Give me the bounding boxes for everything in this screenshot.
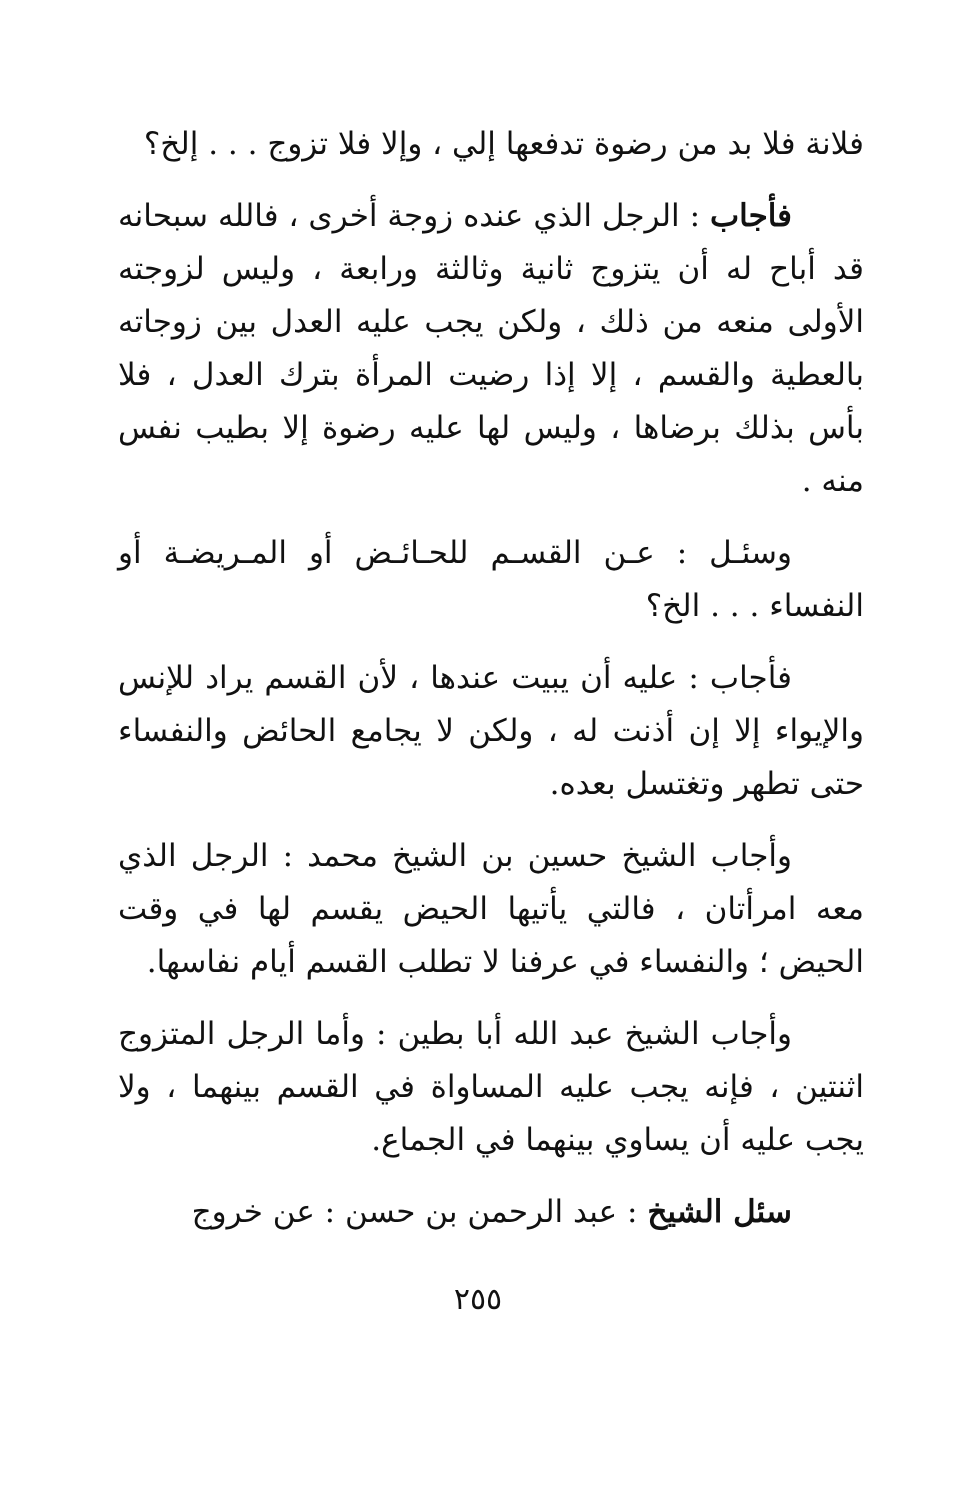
- paragraph-3: [118, 527, 864, 633]
- paragraph-text: : الرجل الذي عنده زوجة أخرى ، فالله سبحانه قد أباح له أن يتزوج ثانية وثالثة ورابعة ، وليس لزوجته الأولى منعه من ذلك ، ولكن يجب عليه العدل بين زوجاته بالعطية والقسم ، إلا إذا رضيت المرأة بترك العدل ، فلا بأس بذلك برضاها ، وليس لها عليه رضوة إلا بطيب نفس منه .: [118, 198, 864, 499]
- paragraph-text: فأجاب : عليه أن يبيت عندها ، لأن القسم يراد للإنس والإيواء إلا إن أذنت له ، ولكن لا يجامع الحائض والنفساء حتى تطهر وتغتسل بعده.: [118, 660, 864, 802]
- page-number: ٢٥٥: [453, 1282, 503, 1317]
- paragraph-5: [118, 830, 864, 989]
- paragraph-text: فلانة فلا بد من رضوة تدفعها إلي ، وإلا فلا تزوج . . . إلخ؟: [143, 126, 864, 162]
- paragraph-text: وأجاب الشيخ حسين بن الشيخ محمد : الرجل الذي معه امرأتان ، فالتي يأتيها الحيض يقسم لها في وقت الحيض ؛ والنفساء في عرفنا لا تطلب القسم أيام نفاسها.: [118, 838, 864, 980]
- paragraph-text: : عبد الرحمن بن حسن : عن خروج: [191, 1194, 648, 1230]
- paragraph-text: وأجاب الشيخ عبد الله أبا بطين : وأما الرجل المتزوج اثنتين ، فإنه يجب عليه المساواة في القسم بينهما ، ولا يجب عليه أن يساوي بينهما في الجماع.: [118, 1016, 864, 1158]
- paragraph-lead: فأجاب: [709, 198, 792, 234]
- paragraph-4: [118, 652, 864, 811]
- paragraph-1: [118, 118, 864, 171]
- paragraph-2: [118, 190, 864, 508]
- paragraph-6: [118, 1008, 864, 1167]
- paragraph-lead: سئل الشيخ: [647, 1194, 792, 1230]
- paragraph-text: وسئـل : عـن القسـم للحـائـض أو المـريضـة أو النفساء . . . الخ؟: [118, 535, 864, 624]
- paragraph-7: [118, 1186, 864, 1239]
- page-body-text: [118, 118, 864, 1258]
